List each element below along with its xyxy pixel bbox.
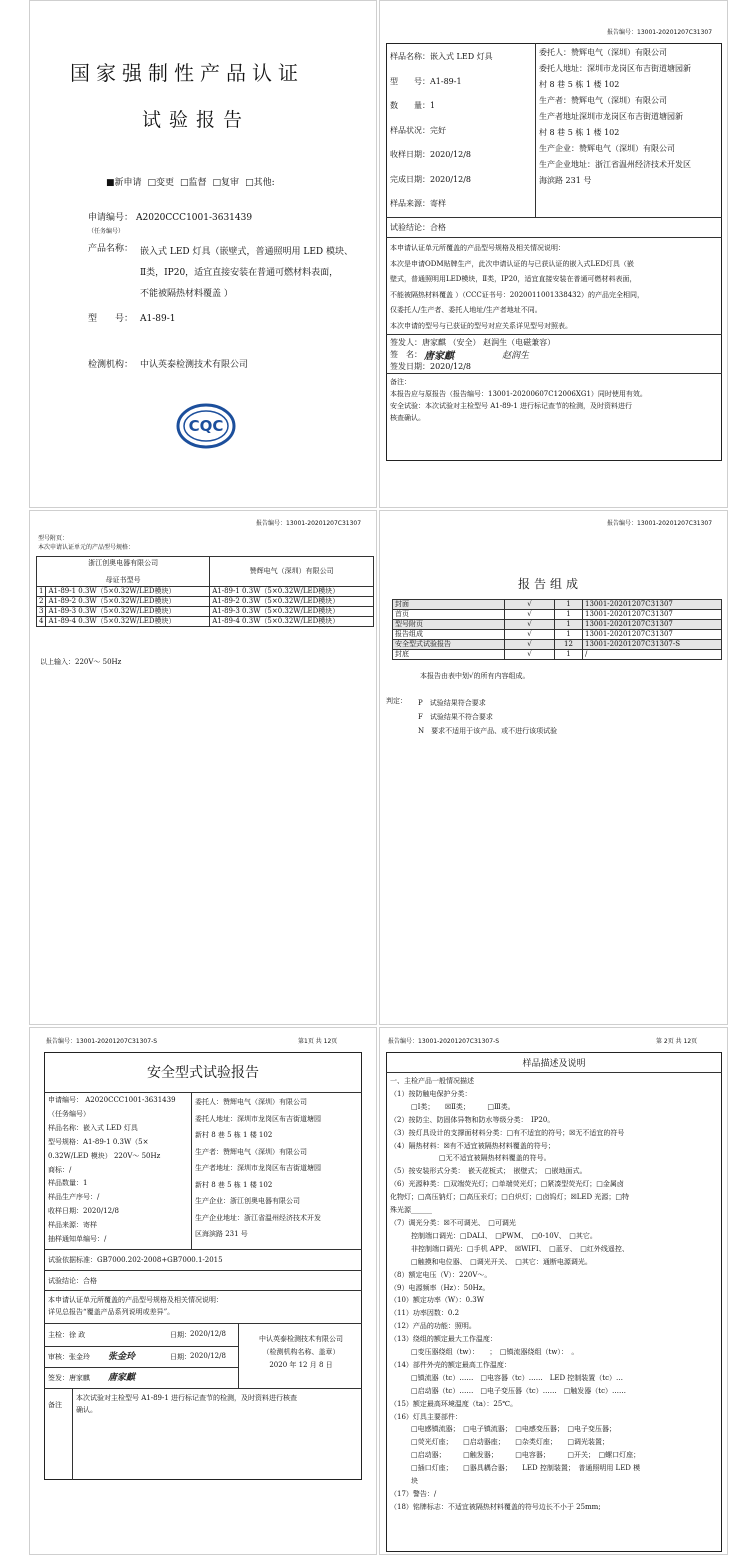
client-line: 村 8 巷 5 栋 1 楼 102: [539, 80, 620, 89]
model-intro: [38, 534, 134, 552]
product-label: 产品名称：: [88, 244, 134, 254]
product-name-line: 嵌入式 LED 灯具（嵌壁式，普通照明用 LED 模块、: [140, 247, 353, 257]
sign-label: 签 名：: [390, 350, 422, 359]
safety-field: 样品名称：嵌入式 LED 灯具: [48, 1123, 138, 1132]
list-item: （8）额定电压（V）：220V～。: [390, 1270, 492, 1279]
safety-field: 生产者地址：深圳市龙岗区布吉街道塘园: [195, 1164, 321, 1172]
model-label: 型 号：: [88, 314, 134, 324]
list-item: □Ⅰ类； ☒Ⅱ类； □Ⅲ类。: [390, 1102, 515, 1111]
list-item: （16）灯具主要部件：: [390, 1412, 462, 1421]
client-line: 生产者：赞辉电气（深圳）有限公司: [539, 96, 667, 105]
table-row: 封面 √ 1 13001-20201207C31307: [393, 600, 722, 610]
list-item: （18）铭牌标志：不适宜被隔热材料覆盖的符号边长不小于 25mm;: [390, 1502, 601, 1511]
safety-scope: [48, 1294, 223, 1318]
list-item: （6）光源种类：□双端荧光灯；□单端荧光灯；□紧凑型荧光灯；□金属卤: [390, 1180, 624, 1189]
org-stamp-block: [240, 1333, 362, 1372]
org-line: 中认英泰检测技术有限公司: [259, 1335, 343, 1343]
model-appendix-page: [29, 510, 377, 1025]
product-name-line: 不能被隔热材料覆盖 ）: [140, 289, 233, 299]
date-value: 2020/12/8: [190, 1330, 226, 1338]
list-item: □插口灯座； □器具耦合器； LED 控制装置； 普通照明用 LED 模: [390, 1464, 641, 1473]
client-line: 村 8 巷 5 栋 1 楼 102: [539, 128, 620, 137]
list-item: 块: [390, 1477, 418, 1486]
safety-field: 样品生产序号：/: [48, 1193, 100, 1202]
composition-page: [379, 510, 728, 1025]
safety-field: 样品来源：寄样: [48, 1221, 97, 1230]
app-type-other: □其他:: [245, 178, 275, 188]
remark-label: 备注: [48, 1401, 62, 1409]
judge-legend: [418, 696, 557, 738]
safety-field: 新村 8 巷 5 栋 1 楼 102: [195, 1180, 273, 1189]
list-item: □镇流器（tc）…… □电容器（tc）…… LED 控制装置（tc）…: [390, 1373, 624, 1382]
report-number: 报告编号：13001-20201207C31307: [607, 29, 713, 36]
sample-field: 型 号：A1-89-1: [390, 76, 462, 86]
app-type-change: □变更: [147, 178, 175, 188]
judge-line: P 试验结果符合要求: [418, 699, 486, 707]
remark-line: 本报告应与原报告（报告编号：13001-20200607C12006XG1）同时使用有效。: [390, 390, 647, 398]
product-name-block: [140, 242, 353, 305]
list-item: （7）调光分类：☒不可调光、 □可调光: [390, 1218, 516, 1227]
application-type-row: [106, 176, 275, 190]
list-item: （4）隔热材料：☒有不适宜被隔热材料覆盖的符号；: [390, 1141, 555, 1150]
list-item: □启动器； □触发器； □电容器； □开关； □螺口灯座；: [390, 1451, 641, 1460]
list-item: （12）产品的功能：照明。: [390, 1322, 476, 1331]
list-item: 化物灯；□高压钠灯；□高压汞灯；□白炽灯；□卤钨灯；☒LED 光源；□特: [390, 1193, 629, 1202]
safety-field: 区海滨路 231 号: [195, 1230, 248, 1238]
report-number: 报告编号：13001-20201207C31307: [607, 520, 713, 527]
scope-line: 壁式，普通照明用LED模块，Ⅱ类，IP20，适宜直接安装在普通可燃材料表面，: [390, 275, 637, 283]
issue-date: 签发日期：2020/12/8: [390, 362, 472, 371]
remark-line: 安全试验：本次试验对主检型号 A1-89-1 进行标记查节的检测，及时资料进行: [390, 402, 633, 410]
sample-field: 收样日期：2020/12/8: [390, 150, 472, 159]
input-note: 以上输入：220V～ 50Hz: [40, 658, 122, 666]
list-item: □变压器绕组（tw）： ； □镇流器绕组（tw）： 。: [390, 1348, 579, 1357]
table-row: 1 A1-89-1 0.3W（5×0.32W/LED模块） A1-89-1 0.3W（5×0.32W/LED模块）: [37, 587, 374, 597]
list-item: 控制端口调光：□DALI、 □PWM、 □0-10V、 □其它。: [390, 1231, 597, 1240]
safety-field: 生产企业地址：浙江省温州经济技术开发: [195, 1213, 321, 1222]
list-item: □触摸和电位器、 □调光开关、 □其它：通断电源调光。: [390, 1257, 592, 1266]
list-item: □荧光灯座； □启动器座； □杂类灯座； □调光装置；: [390, 1438, 609, 1447]
safety-field: 申请编号： A2020CCC1001-3631439: [48, 1096, 176, 1104]
intro-line: 型号附页：: [38, 535, 69, 542]
list-item: 殊光源______: [390, 1206, 432, 1215]
sample-title: 样品描述及说明: [522, 1058, 586, 1069]
sample-field: 数 量：1: [390, 101, 436, 110]
list-item: （11）功率因数：0.2: [390, 1309, 460, 1318]
test-conclusion: 试验结论：合格: [48, 1277, 97, 1285]
task-no-label: （任务编号）: [88, 228, 125, 235]
app-no-value: A2020CCC1001-3631439: [136, 213, 253, 223]
test-standard: 试验依据标准：GB7000.202-2008+GB7000.1-2015: [48, 1256, 223, 1264]
cover-title-line1: 国家强制性产品认证: [70, 61, 304, 85]
scope-line: 本次申请的型号与已获证的型号对应关系详见型号对照表。: [390, 321, 572, 330]
judge-line: N 要求不适用于该产品、或不进行该项试验: [418, 727, 558, 735]
model-correspondence-table: [36, 556, 374, 627]
list-item: （5）按安装形式分类： 嵌天花板式； 嵌壁式； □嵌地面式。: [390, 1167, 587, 1176]
list-item: （2）按防尘、防固体异物和防水等级分类： IP20。: [390, 1115, 555, 1124]
safety-field: 型号规格：A1-89-1 0.3W（5×: [48, 1137, 149, 1146]
reviewer: 审核：张金玲: [48, 1353, 90, 1361]
list-item: （3）按灯具设计的支撑面材料分类：□有不适宜的符号；☒无不适宜的符号: [390, 1128, 625, 1137]
scope-line: 本申请认证单元所覆盖的产品型号规格及相关情况说明：: [390, 244, 565, 252]
sample-info-block: [390, 45, 493, 217]
remark-block: [390, 376, 647, 424]
sample-field: 样品来源：寄样: [390, 199, 446, 208]
app-no-label: 申请编号：: [88, 213, 134, 223]
list-item: （15）额定最高环境温度（ta）：25℃。: [390, 1399, 518, 1408]
table-row: 2 A1-89-2 0.3W（5×0.32W/LED模块） A1-89-2 0.3W（5×0.32W/LED模块）: [37, 597, 374, 607]
table-row: 4 A1-89-4 0.3W（5×0.32W/LED模块） A1-89-4 0.3W（5×0.32W/LED模块）: [37, 617, 374, 627]
list-item: □启动器（tc）…… □电子变压器（tc）…… □触发器（tc）……: [390, 1386, 627, 1395]
scope-block: [390, 241, 644, 334]
list-item: □无不适宜被隔热材料覆盖的符号。: [390, 1154, 551, 1163]
approver: 签发：唐家麒: [48, 1374, 90, 1382]
sample-description-page: [379, 1027, 728, 1555]
safety-field: （任务编号）: [48, 1109, 90, 1118]
main-tester: 主检：徐 政: [48, 1331, 86, 1339]
safety-field: 委托人：赞辉电气（深圳）有限公司: [195, 1098, 307, 1106]
table-row: 安全型式试验报告 √ 12 13001-20201207C31307-S: [393, 640, 722, 650]
safety-field: 生产者：赞辉电气（深圳）有限公司: [195, 1147, 307, 1156]
table-row: 3 A1-89-3 0.3W（5×0.32W/LED模块） A1-89-3 0.3W（5×0.32W/LED模块）: [37, 607, 374, 617]
right-company-header: 赞辉电气（深圳）有限公司: [210, 557, 374, 587]
scope-line: 仅委托人/生产者、委托人地址/生产者地址不同。: [390, 306, 542, 314]
safety-report-page: [29, 1027, 377, 1555]
scope-line: 不能被隔热材料覆盖 ）（CCC证书号：2020011001338432）的产品完全相同，: [390, 290, 645, 299]
table-row: 封底 √ 1 /: [393, 650, 722, 660]
app-type-review: □复审: [212, 178, 240, 188]
safety-right-block: [195, 1094, 321, 1243]
judge-line: F 试验结果不符合要求: [418, 713, 493, 721]
summary-page: [379, 0, 728, 508]
scope-line: 本次是申请ODM贴牌生产，此次申请认证的与已获认证的嵌入式LED灯具（嵌: [390, 259, 634, 268]
report-number: 报告编号：13001-20201207C31307: [256, 520, 362, 527]
cover-page: [29, 0, 377, 508]
client-line: 生产企业：赞辉电气（深圳）有限公司: [539, 144, 675, 153]
client-line: 生产企业地址：浙江省温州经济技术开发区: [539, 160, 691, 169]
table-row: 型号附页 √ 1 13001-20201207C31307: [393, 620, 722, 630]
client-line: 海滨路 231 号: [539, 176, 592, 185]
safety-field: 抽样通知单编号：/: [48, 1235, 107, 1244]
page-number: 第1页 共 12页: [298, 1038, 338, 1045]
remark-line: 备注：: [390, 378, 411, 386]
list-item: 非控制端口调光：□手机 APP、 ☒WIFI、 □蓝牙、 □红外线遥控、: [390, 1244, 629, 1253]
lab-label: 检测机构：: [88, 360, 134, 370]
page-number: 第 2页 共 12页: [656, 1038, 698, 1045]
list-item: （14）部件外壳的额定最高工作温度：: [390, 1360, 511, 1369]
intro-line: 本次申请认证单元的产品型号规格：: [38, 544, 135, 551]
model-value: A1-89-1: [140, 314, 176, 324]
signature-2: 赵润生: [502, 351, 530, 361]
app-type-supervise: □监督: [180, 178, 207, 188]
cqc-logo-text: CQC: [188, 417, 224, 435]
remark-line: 核查确认。: [390, 414, 425, 422]
client-line: 委托人地址：深圳市龙岗区布吉街道塘园新: [539, 64, 691, 73]
judge-label: 判定：: [386, 697, 407, 705]
date-value: 2020/12/8: [190, 1352, 226, 1360]
sample-field: 样品名称：嵌入式 LED 灯具: [390, 52, 493, 61]
list-item: （10）额定功率（W）：0.3W: [390, 1296, 484, 1305]
report-number: 报告编号：13001-20201207C31307-S: [388, 1038, 500, 1045]
safety-field: 收样日期：2020/12/8: [48, 1207, 119, 1216]
composition-title: 报告组成: [518, 577, 583, 591]
reviewer-signature: 张金玲: [108, 1352, 136, 1362]
lab-value: 中认英泰检测技术有限公司: [140, 360, 249, 370]
signers: 签发人：唐家麒 （安全） 赵润生（电磁兼容）: [390, 338, 556, 347]
report-number: 报告编号：13001-20201207C31307-S: [46, 1038, 158, 1045]
sample-description-list: [390, 1075, 640, 1514]
list-item: □电感镇流器； □电子镇流器； □电感变压器； □电子变压器；: [390, 1425, 616, 1434]
app-type-new: ■新申请: [106, 178, 142, 188]
date-label: 日期：: [170, 1331, 191, 1339]
list-item: 一、主检产品一般情况描述: [390, 1077, 474, 1085]
safety-title: 安全型式试验报告: [147, 1065, 259, 1081]
sample-field: 样品状况：完好: [390, 125, 446, 135]
client-info-block: [539, 45, 691, 189]
safety-field: 新村 8 巷 5 栋 1 楼 102: [195, 1131, 273, 1139]
remark-line: 本次试验对主检型号 A1-89-1 进行标记查节的检测，及时资料进行核查: [76, 1394, 298, 1402]
safety-field: 委托人地址：深圳市龙岗区布吉街道塘园: [195, 1114, 321, 1123]
scope-line: 详见总报告“覆盖产品系列说明或差异”。: [48, 1308, 175, 1316]
table-row: 报告组成 √ 1 13001-20201207C31307: [393, 630, 722, 640]
product-name-line: Ⅱ类，IP20，适宜直接安装在普通可燃材料表面，: [140, 268, 339, 278]
remark-line: 确认。: [76, 1406, 97, 1414]
org-line: （检测机构名称、盖章）: [262, 1348, 340, 1356]
safety-field: 0.32W/LED 模块） 220V～ 50Hz: [48, 1151, 161, 1160]
safety-remark: [76, 1392, 297, 1416]
client-line: 生产者地址深圳市龙岗区布吉街道塘园新: [539, 112, 683, 121]
date-label: 日期：: [170, 1353, 191, 1361]
composition-note: 本报告由表中划√的所有内容组成。: [420, 672, 530, 680]
test-conclusion: 试验结论：合格: [390, 223, 446, 232]
safety-left-block: [48, 1094, 176, 1247]
list-item: （17）警告：/: [390, 1490, 437, 1498]
org-line: 2020 年 12 月 8 日: [269, 1361, 333, 1369]
signature-1: 唐家麒: [424, 351, 454, 362]
client-line: 委托人：赞辉电气（深圳）有限公司: [539, 48, 667, 57]
approver-signature: 唐家麒: [108, 1373, 136, 1383]
safety-field: 生产企业：浙江创奥电器有限公司: [195, 1197, 300, 1205]
scope-line: 本申请认证单元所覆盖的产品型号规格及相关情况说明：: [48, 1296, 223, 1304]
left-company-header: 浙江创奥电器有限公司 母证书型号: [37, 557, 210, 587]
cqc-logo: [176, 403, 236, 449]
safety-field: 样品数量：1: [48, 1179, 88, 1188]
table-row: 首页 √ 1 13001-20201207C31307: [393, 610, 722, 620]
list-item: （13）绕组的额定最大工作温度：: [390, 1335, 497, 1344]
list-item: （1）按防触电保护分类：: [390, 1089, 472, 1098]
list-item: （9）电源频率（Hz）：50Hz。: [390, 1283, 490, 1292]
composition-table: [392, 599, 722, 660]
safety-field: 商标：/: [48, 1165, 72, 1174]
cover-title-line2: 试验报告: [142, 109, 251, 131]
sample-field: 完成日期：2020/12/8: [390, 174, 472, 184]
